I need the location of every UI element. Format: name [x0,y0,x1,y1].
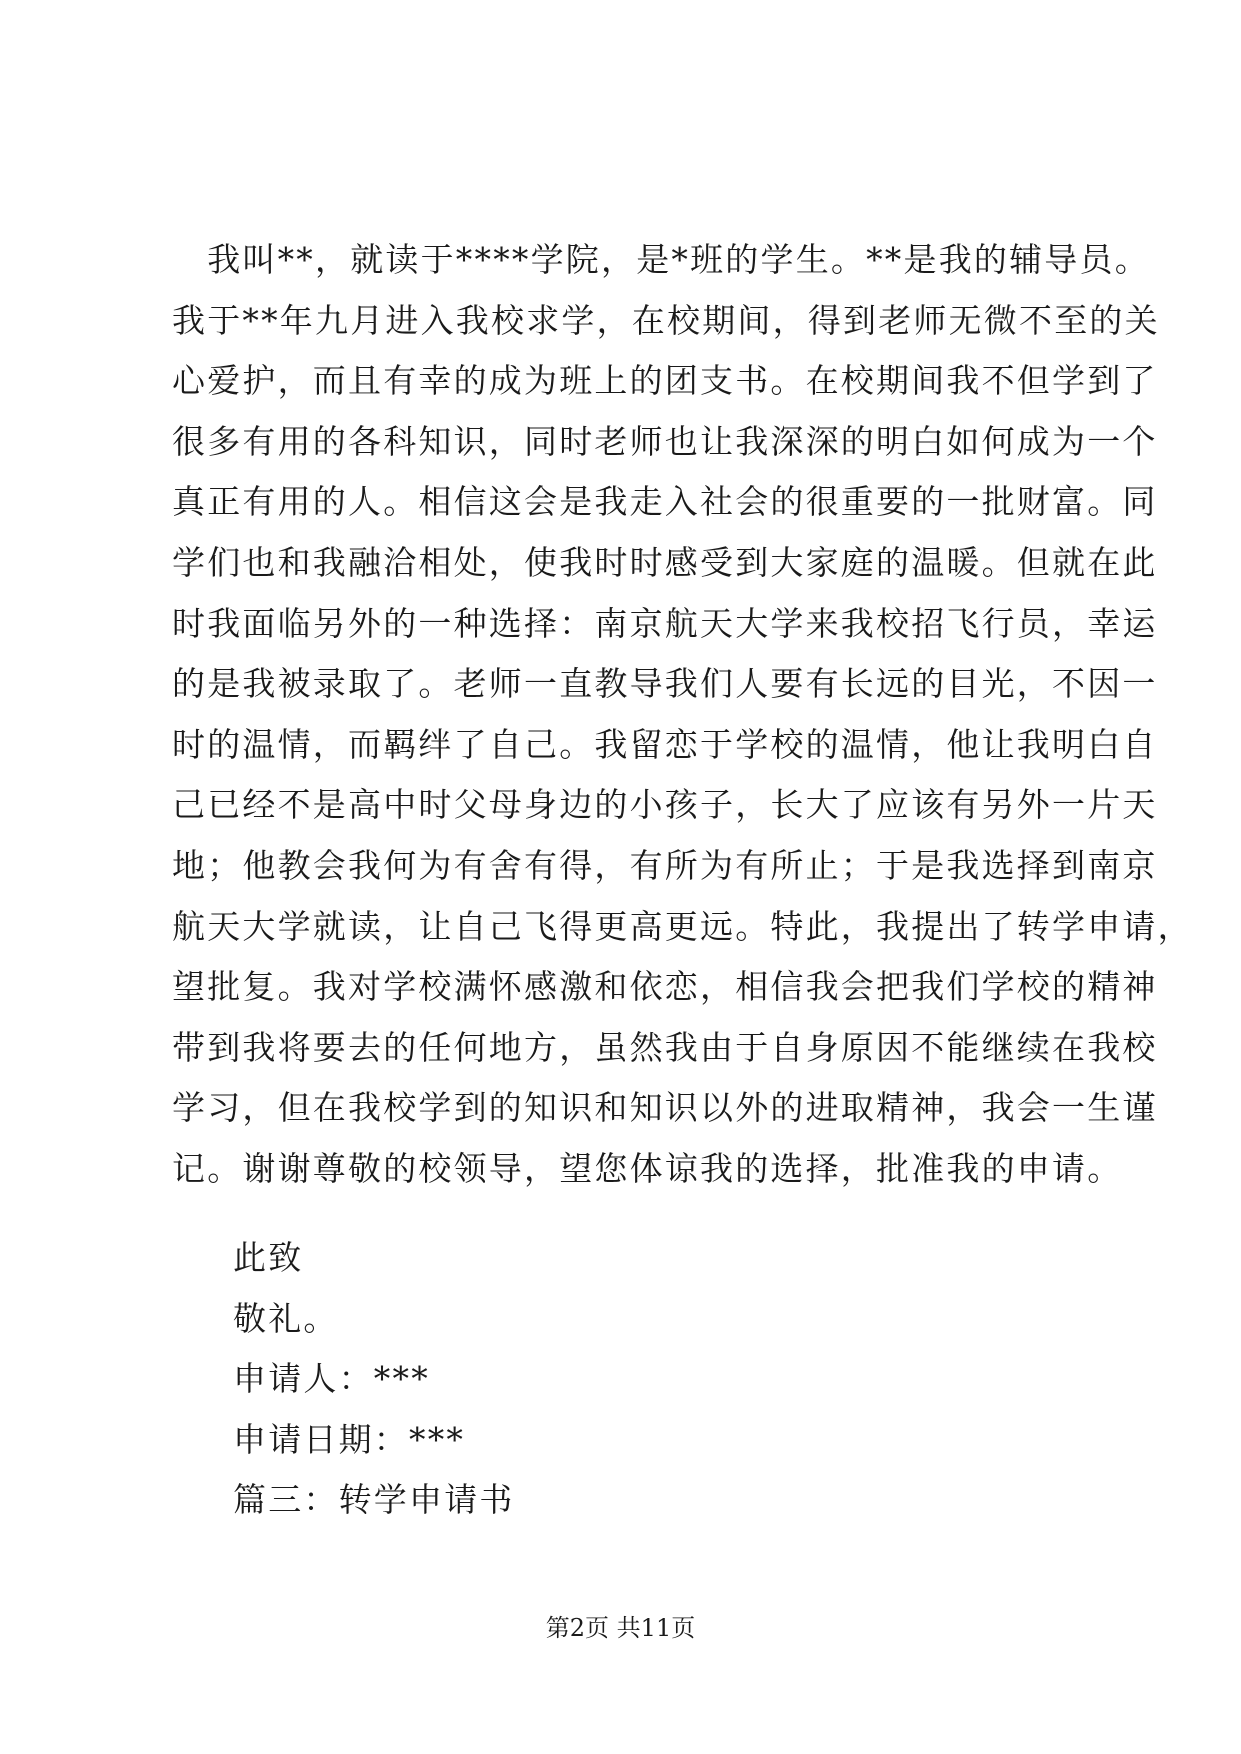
body-line: 很多有用的各科知识，同时老师也让我深深的明白如何成为一个 [172,421,1158,461]
body-line: 地；他教会我何为有舍有得，有所为有所止；于是我选择到南京 [172,845,1158,885]
application-date-line: 申请日期：*** [233,1419,466,1459]
body-line: 航天大学就读，让自己飞得更高更远。特此，我提出了转学申请， [172,906,1193,946]
body-line: 我叫**，就读于****学院，是*班的学生。**是我的辅导员。 [172,240,1150,279]
body-line: 心爱护，而且有幸的成为班上的团支书。在校期间我不但学到了 [172,361,1158,401]
body-line: 的是我被录取了。老师一直教导我们人要有长远的目光，不因一 [172,664,1158,704]
applicant-line: 申请人：*** [233,1359,430,1398]
body-line: 己已经不是高中时父母身边的小孩子，长大了应该有另外一片天 [172,785,1158,825]
body-line: 时我面临另外的一种选择：南京航天大学来我校招飞行员，幸运 [172,603,1158,643]
body-line: 望批复。我对学校满怀感激和依恋，相信我会把我们学校的精神 [172,967,1158,1007]
body-line: 学们也和我融洽相处，使我时时感受到大家庭的温暖。但就在此 [172,542,1158,582]
body-line: 时的温情，而羁绊了自己。我留恋于学校的温情，他让我明白自 [172,724,1158,764]
salutation-ci-zhi: 此致 [233,1238,304,1277]
salutation-jing-li: 敬礼。 [233,1298,339,1338]
letter-closing [233,1228,515,1531]
body-line: 我于**年九月进入我校求学，在校期间，得到老师无微不至的关 [172,300,1160,340]
letter-body [172,230,1193,1200]
body-line: 记。谢谢尊敬的校领导，望您体谅我的选择，批准我的申请。 [172,1148,1123,1188]
body-line: 真正有用的人。相信这会是我走入社会的很重要的一批财富。同 [172,482,1158,522]
body-line: 带到我将要去的任何地方，虽然我由于自身原因不能继续在我校 [172,1027,1158,1067]
next-section-heading: 篇三：转学申请书 [233,1480,515,1519]
page-number-footer: 第2页 共11页 [545,1614,696,1642]
body-line: 学习，但在我校学到的知识和知识以外的进取精神，我会一生谨 [172,1088,1158,1128]
